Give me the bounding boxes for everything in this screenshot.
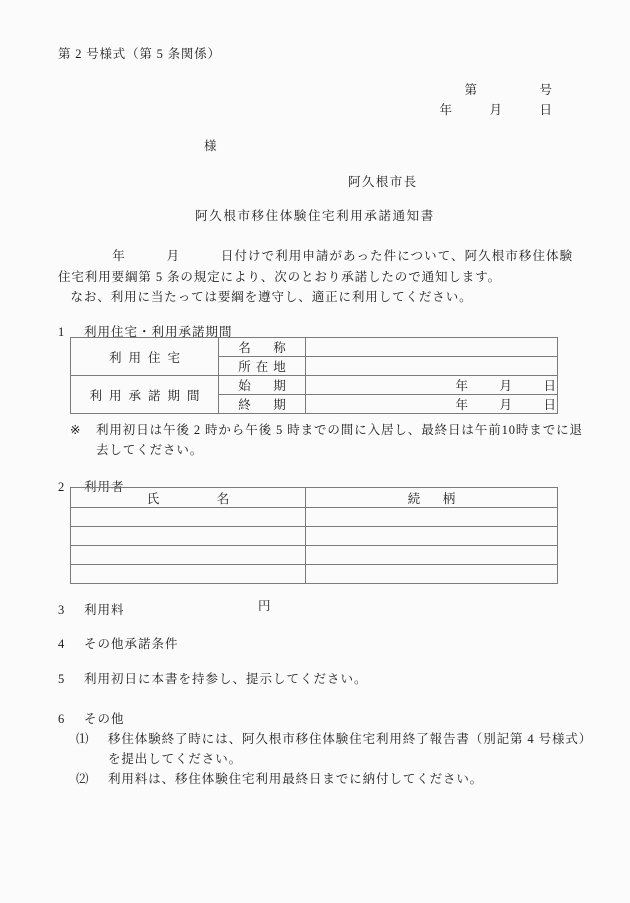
table-header-row [71, 488, 558, 508]
section-number-1: 1 [58, 325, 66, 339]
section-number-3: 3 [58, 603, 66, 617]
value-housing-name[interactable] [306, 338, 558, 357]
cell-user-relation[interactable] [306, 527, 558, 546]
table-row [71, 565, 558, 584]
section-number-6: 6 [58, 712, 66, 726]
document-number-line: 第 号 [464, 83, 552, 97]
row-label-period: 利用承諾期間 [71, 376, 219, 414]
section-heading-4 [58, 634, 179, 652]
date-day-end: 日 [543, 398, 557, 412]
column-header-name: 氏 名 [71, 488, 306, 508]
section-number-4: 4 [58, 637, 66, 651]
body-text [58, 246, 573, 308]
sub-item-marker-2: ⑵ [76, 772, 90, 786]
sub-item-marker-1: ⑴ [76, 732, 90, 746]
cell-user-relation[interactable] [306, 508, 558, 527]
section-number-5: 5 [58, 672, 66, 686]
checkin-note [70, 420, 596, 460]
date-day-start: 日 [543, 379, 557, 393]
table-row [71, 376, 558, 395]
form-code: 第 2 号様式（第 5 条関係） [58, 47, 221, 61]
sub-label-name: 名 称 [219, 338, 306, 357]
value-housing-address[interactable] [306, 357, 558, 376]
section-label-6: その他 [84, 712, 125, 726]
cell-user-name[interactable] [71, 565, 306, 584]
table-row [71, 527, 558, 546]
addressee-line: 様 [204, 139, 217, 153]
cell-user-name[interactable] [71, 546, 306, 565]
sub-item-2 [76, 769, 602, 789]
issuer-name: 阿久根市長 [348, 175, 418, 189]
column-header-relation: 続 柄 [306, 488, 558, 508]
section-label-5: 利用初日に本書を持参し、提示してください。 [84, 672, 368, 686]
sub-label-start: 始 期 [219, 376, 306, 395]
date-year-start: 年 [455, 379, 469, 393]
row-label-housing: 利用住宅 [71, 338, 219, 376]
section-heading-3 [58, 600, 125, 618]
section-heading-5 [58, 669, 368, 687]
housing-period-table [70, 337, 558, 414]
note-mark-icon: ※ [70, 423, 82, 437]
sub-label-end: 終 期 [219, 395, 306, 414]
users-table [70, 487, 558, 584]
fee-unit-label: 円 [258, 599, 271, 613]
date-month-start: 月 [499, 379, 513, 393]
value-period-start[interactable] [306, 376, 558, 395]
body-paragraph-1: 年 月 日付けで利用申請があった件について、阿久根市移住体験住宅利用要綱第 5 条の規定により、次のとおり承諾したので通知します。 [58, 249, 573, 284]
note-text: 利用初日は午後 2 時から午後 5 時までの間に入居し、最終日は午前10時までに退去してください。 [96, 423, 583, 457]
document-date-line: 年 月 日 [439, 103, 552, 117]
sub-item-text-1: 移住体験終了時には、阿久根市移住体験住宅利用終了報告書（別記第 4 号様式）を提出してください。 [108, 732, 593, 766]
cell-user-name[interactable] [71, 508, 306, 527]
section-label-2: 利用者 [84, 480, 125, 494]
section-label-1: 利用住宅・利用承諾期間 [84, 325, 233, 339]
section-label-4: その他承諾条件 [84, 637, 179, 651]
table-row [71, 338, 558, 357]
table-row [71, 546, 558, 565]
cell-user-relation[interactable] [306, 565, 558, 584]
table-row [71, 508, 558, 527]
section-number-2: 2 [58, 480, 66, 494]
document-title: 阿久根市移住体験住宅利用承諾通知書 [195, 209, 435, 223]
date-month-end: 月 [499, 398, 513, 412]
cell-user-relation[interactable] [306, 546, 558, 565]
date-year-end: 年 [455, 398, 469, 412]
body-paragraph-2: なお、利用に当たっては要綱を遵守し、適正に利用してください。 [70, 290, 473, 304]
sub-item-text-2: 利用料は、移住体験住宅利用最終日までに納付してください。 [108, 772, 484, 786]
value-period-end[interactable] [306, 395, 558, 414]
section-heading-6 [58, 709, 125, 727]
section-label-3: 利用料 [84, 603, 125, 617]
cell-user-name[interactable] [71, 527, 306, 546]
sub-label-address: 所在地 [219, 357, 306, 376]
sub-item-1 [76, 729, 602, 769]
